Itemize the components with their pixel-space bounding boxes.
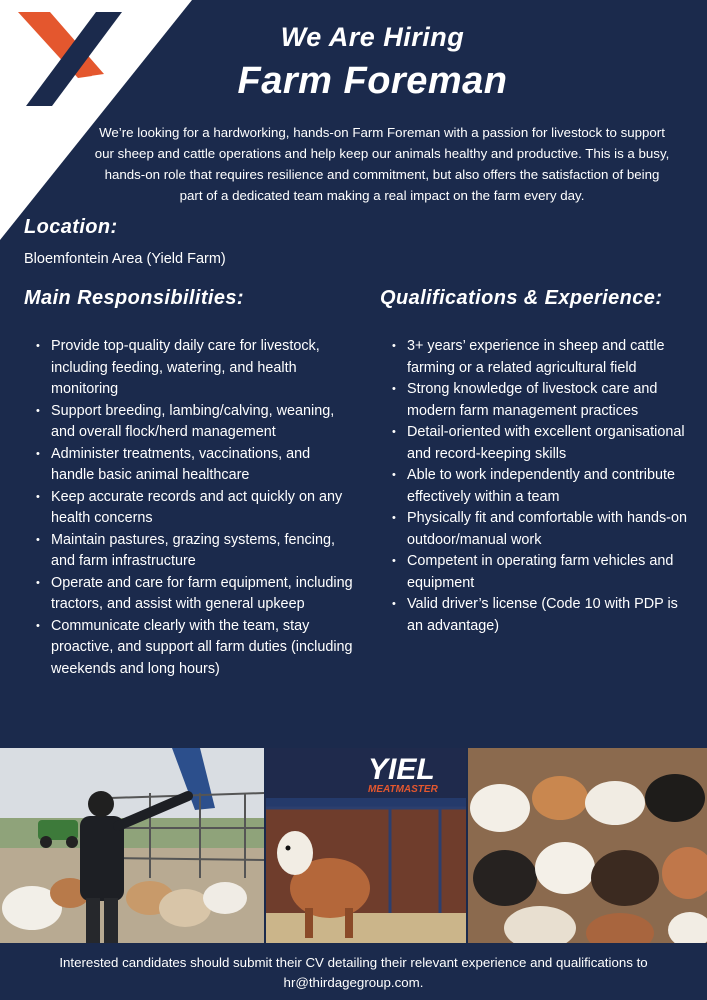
list-item: • Strong knowledge of livestock care and modern farm management practices [392, 379, 692, 422]
list-item: • Physically fit and comfortable with hands-on outdoor/manual work [392, 508, 692, 551]
location-value: Bloemfontein Area (Yield Farm) [24, 251, 226, 267]
banner-brand-text: YIEL [368, 753, 435, 786]
footer [0, 943, 707, 1000]
list-item: • Maintain pastures, grazing systems, fencing, and farm infrastructure [36, 530, 354, 573]
photo-farmer-with-sheep [0, 748, 264, 943]
location-heading: Location: [24, 216, 118, 238]
list-item: • 3+ years’ experience in sheep and cattle farming or a related agricultural field [392, 336, 692, 379]
responsibilities-list [36, 336, 354, 680]
list-item: • Able to work independently and contribute effectively within a team [392, 465, 692, 508]
responsibilities-heading: Main Responsibilities: [24, 287, 244, 309]
photo-flock-of-sheep [468, 748, 707, 943]
job-title: Farm Foreman [237, 60, 508, 102]
list-item: • Competent in operating farm vehicles and equipment [392, 551, 692, 594]
intro-paragraph: We’re looking for a hardworking, hands-on Farm Foreman with a passion for livestock to support our sheep and cattle operations and help keep our animals healthy and productive. This is a busy, hands-on role that requires resilience and commitment, but also offers the satisfaction of being part of a dedicated team making a real impact on the farm every day. [94, 125, 670, 203]
list-item: • Detail-oriented with excellent organisational and record-keeping skills [392, 422, 692, 465]
list-item: • Provide top-quality daily care for livestock, including feeding, watering, and health monitoring [36, 336, 354, 401]
hiring-subtitle: We Are Hiring [280, 22, 465, 52]
list-item: • Communicate clearly with the team, stay proactive, and support all farm duties (including weekends and long hours) [36, 616, 354, 681]
qualifications-list [392, 336, 692, 637]
list-item: • Valid driver’s license (Code 10 with PDP is an advantage) [392, 594, 692, 637]
list-item: • Operate and care for farm equipment, including tractors, and assist with general upkeep [36, 573, 354, 616]
list-item: • Keep accurate records and act quickly on any health concerns [36, 487, 354, 530]
banner-sub-text: MEATMASTER [368, 784, 438, 795]
qualifications-heading: Qualifications & Experience: [380, 287, 663, 309]
photo-strip [0, 748, 707, 943]
list-item: • Support breeding, lambing/calving, weaning, and overall flock/herd management [36, 401, 354, 444]
list-item: • Administer treatments, vaccinations, and handle basic animal healthcare [36, 444, 354, 487]
application-instructions: Interested candidates should submit their CV detailing their relevant experience and qualifications to hr@thirdagegroup.com. [59, 955, 648, 990]
photo-ram-under-banner [266, 748, 466, 943]
